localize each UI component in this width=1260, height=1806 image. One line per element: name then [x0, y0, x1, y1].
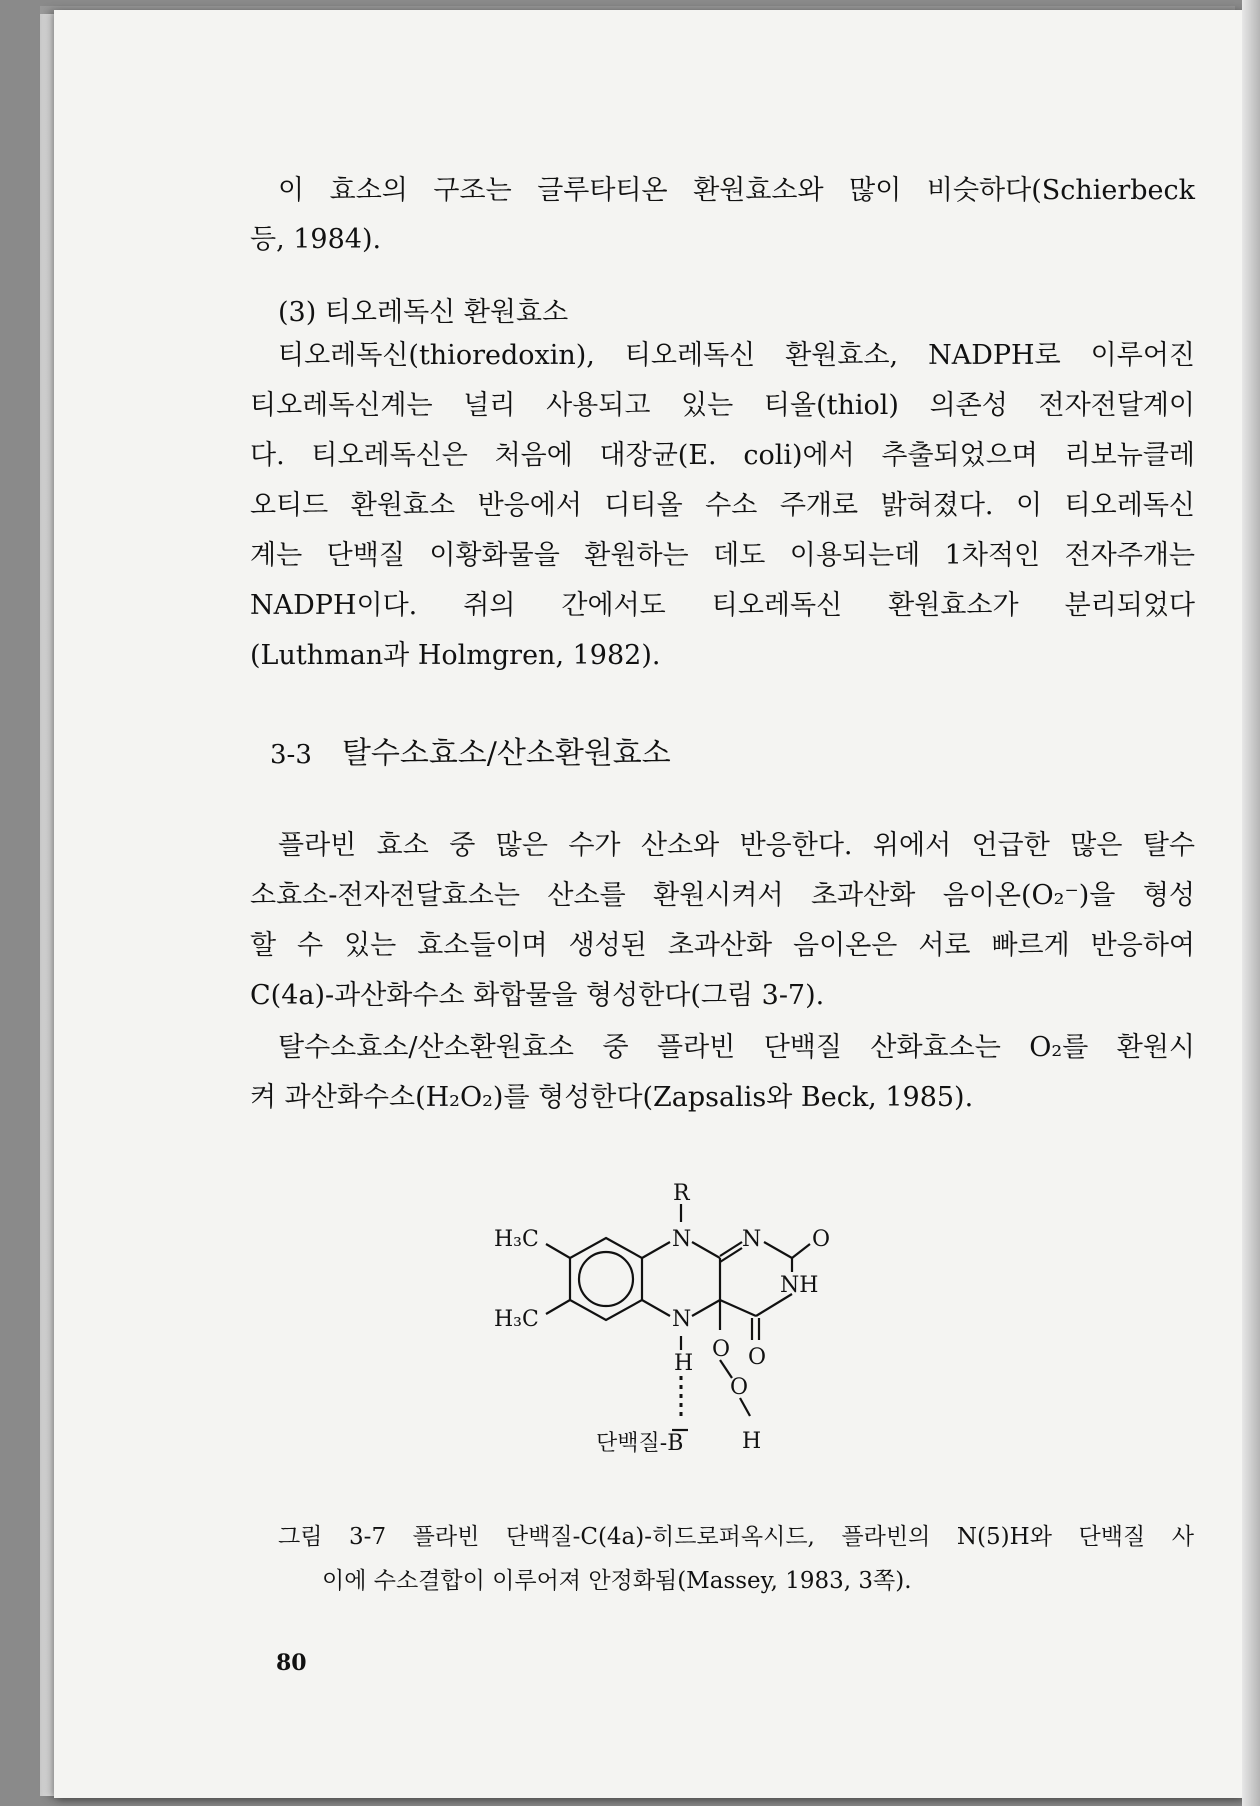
label-r: R: [673, 1181, 690, 1206]
label-protein-base: 단백질-B: [596, 1431, 684, 1456]
label-nh: NH: [780, 1273, 819, 1298]
label-o-carbonyl-bottom: O: [748, 1345, 767, 1370]
label-h-peroxy: H: [742, 1429, 762, 1454]
paragraph1-line-2: 등, 1984).: [250, 224, 382, 255]
label-h3c-bottom: H₃C: [494, 1307, 539, 1332]
paragraph1-line-1: 이 효소의 구조는 글루타티온 환원효소와 많이 비슷하다(Schierbeck: [278, 175, 1195, 206]
section-heading: [270, 728, 671, 772]
paragraph2-line-4: 오티드 환원효소 반응에서 디티올 수소 주개로 밝혀졌다. 이 티오레독신: [250, 490, 1195, 521]
paragraph2-line-2: 티오레독신계는 널리 사용되고 있는 티올(thiol) 의존성 전자전달계이: [250, 390, 1195, 421]
page-text: [54, 10, 1244, 1798]
paragraph2-line-5: 계는 단백질 이황화물을 환원하는 데도 이용되는데 1차적인 전자주개는: [250, 540, 1195, 571]
paragraph2-line-7: (Luthman과 Holmgren, 1982).: [250, 640, 661, 671]
section-title: 탈수소효소/산소환원효소: [341, 736, 671, 771]
flavin-hydroperoxide-structure: [474, 1180, 994, 1490]
section-number: 3-3: [270, 740, 312, 770]
label-n-imine: N: [742, 1227, 762, 1252]
figure-caption-line-1: 그림 3-7 플라빈 단백질-C(4a)-히드로퍼옥시드, 플라빈의 N(5)H와 단백질 사: [278, 1524, 1194, 1550]
figure-caption-line-2: 이에 수소결합이 이루어져 안정화됨(Massey, 1983, 3쪽).: [322, 1568, 912, 1594]
paragraph3-line-1: 플라빈 효소 중 많은 수가 산소와 반응한다. 위에서 언급한 많은 탈수: [278, 830, 1195, 861]
paragraph2-line-6: NADPH이다. 쥐의 간에서도 티오레독신 환원효소가 분리되었다: [250, 590, 1195, 621]
paragraph3-line-3: 할 수 있는 효소들이며 생성된 초과산화 음이온은 서로 빠르게 반응하여: [250, 930, 1195, 961]
label-o-peroxy-1: O: [712, 1337, 731, 1362]
label-o-peroxy-2: O: [730, 1375, 749, 1400]
paragraph4-line-2: 켜 과산화수소(H₂O₂)를 형성한다(Zapsalis와 Beck, 1985).: [250, 1082, 974, 1113]
paragraph2-line-1: 티오레독신(thioredoxin), 티오레독신 환원효소, NADPH로 이루어진: [278, 340, 1195, 371]
paragraph3-line-2: 소효소-전자전달효소는 산소를 환원시켜서 초과산화 음이온(O₂⁻)을 형성: [250, 880, 1195, 911]
label-h3c-top: H₃C: [494, 1227, 539, 1252]
label-h-nh: H: [674, 1351, 694, 1376]
paragraph3-line-4: C(4a)-과산화수소 화합물을 형성한다(그림 3-7).: [250, 980, 825, 1011]
page-number: 80: [276, 1650, 307, 1676]
paragraph4-line-1: 탈수소효소/산소환원효소 중 플라빈 단백질 산화효소는 O₂를 환원시: [278, 1032, 1195, 1063]
page-right-edge: [1242, 0, 1260, 1806]
label-o-carbonyl-top: O: [812, 1227, 831, 1252]
paragraph2-line-3: 다. 티오레독신은 처음에 대장균(E. coli)에서 추출되었으며 리보뉴클레: [250, 440, 1195, 471]
label-n-top: N: [672, 1227, 692, 1252]
subheading: (3) 티오레독신 환원효소: [278, 297, 569, 328]
book-page: [54, 10, 1244, 1798]
label-n-bottom: N: [672, 1307, 692, 1332]
